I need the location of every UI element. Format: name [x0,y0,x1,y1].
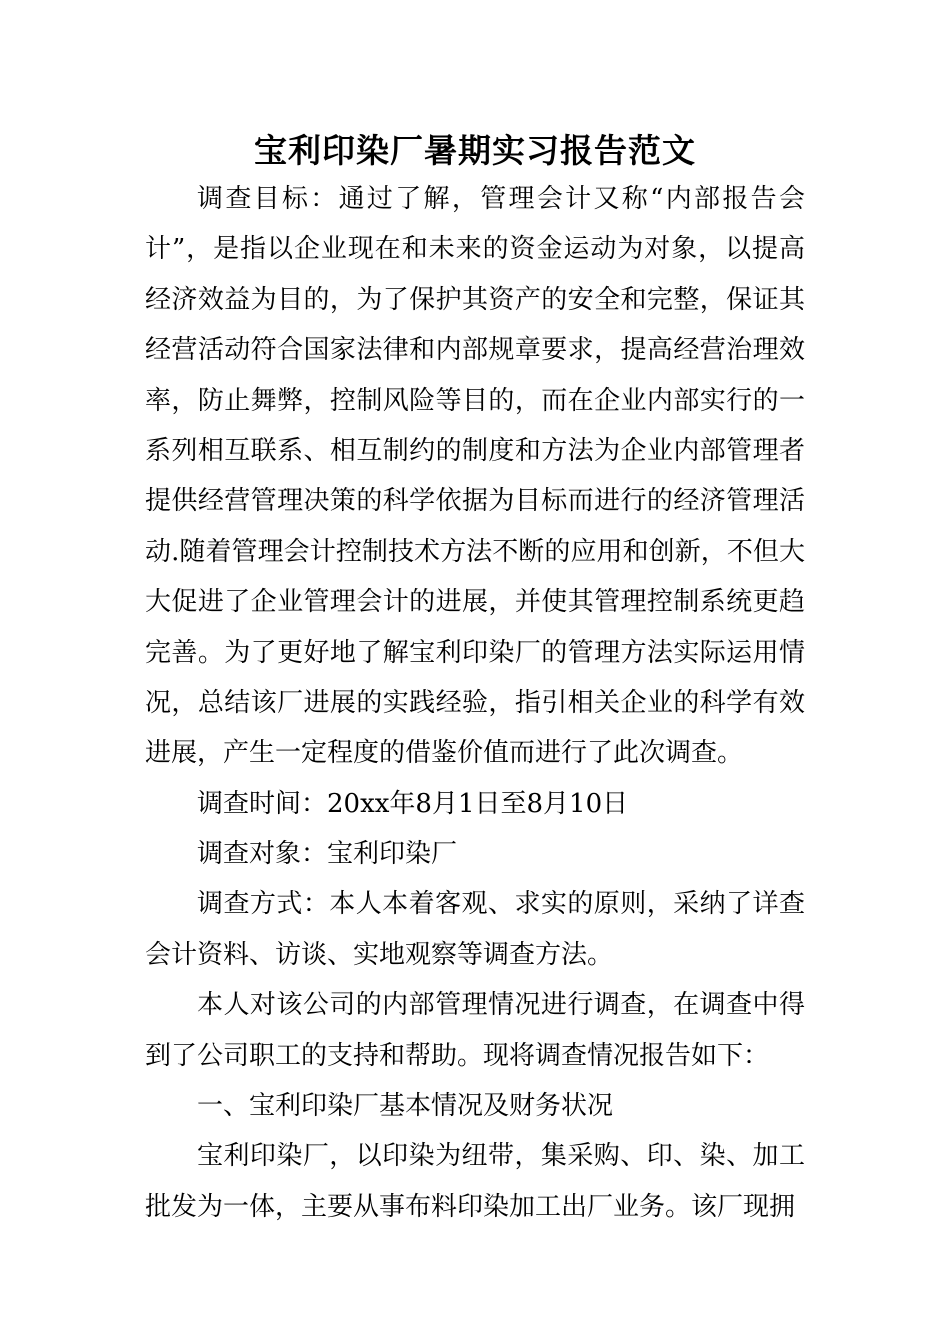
paragraph-line: 提供经营管理决策的科学依据为目标而进行的经济管理活 [145,486,805,517]
paragraph-line: 经济效益为目的，为了保护其资产的安全和完整，保证其 [145,284,805,315]
paragraph-line: 率，防止舞弊，控制风险等目的，而在企业内部实行的一 [145,385,805,416]
paragraph-line: 本人对该公司的内部管理情况进行调查，在调查中得 [197,990,805,1021]
paragraph-line: 完善。为了更好地了解宝利印染厂的管理方法实际运用情 [145,637,805,668]
paragraph [145,879,805,980]
paragraph-line: 调查目标：通过了解，管理会计又称“内部报告会 [197,184,805,214]
paragraph-line: 调查对象：宝利印染厂 [197,839,458,870]
paragraph-line: 会计资料、访谈、实地观察等调查方法。 [145,939,614,970]
document-body [145,174,805,1232]
paragraph [145,1131,805,1232]
paragraph-line: 宝利印染厂，以印染为纽带，集采购、印、染、加工 [197,1141,805,1172]
paragraph [145,174,805,779]
paragraph-line: 一、宝利印染厂基本情况及财务状况 [197,1091,614,1122]
document-title: 宝利印染厂暑期实习报告范文 [254,131,696,170]
paragraph-line: 到了公司职工的支持和帮助。现将调查情况报告如下： [145,1040,770,1071]
paragraph [145,829,805,879]
paragraph-line: 系列相互联系、相互制约的制度和方法为企业内部管理者 [145,435,805,466]
paragraph-line: 大促进了企业管理会计的进展，并使其管理控制系统更趋 [145,587,805,618]
paragraph-line: 调查方式：本人本着客观、求实的原则，采纳了详查 [197,889,805,920]
paragraph-line: 进展，产生一定程度的借鉴价值而进行了此次调查。 [145,738,744,769]
paragraph-line: 批发为一体，主要从事布料印染加工出厂业务。该厂现拥 [145,1191,796,1222]
paragraph [145,980,805,1081]
paragraph-line: 动.随着管理会计控制技术方法不断的应用和创新，不但大 [145,536,805,567]
paragraph [145,779,805,829]
paragraph-line: 况，总结该厂进展的实践经验，指引相关企业的科学有效 [145,687,805,718]
paragraph-line: 经营活动符合国家法律和内部规章要求，提高经营治理效 [145,335,805,366]
paragraph [145,1081,805,1131]
paragraph-line: 调查时间：20xx年8月1日至8月10日 [197,788,629,819]
paragraph-line: 计”，是指以企业现在和未来的资金运动为对象，以提高 [145,234,805,265]
